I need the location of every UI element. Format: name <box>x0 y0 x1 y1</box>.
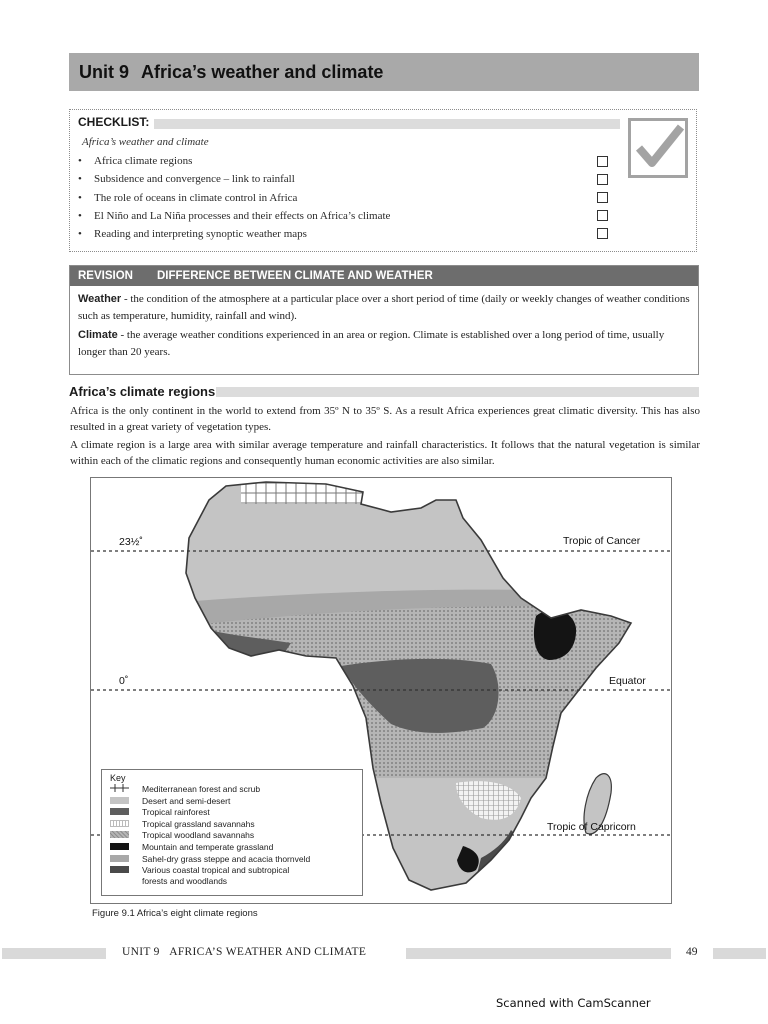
legend-item <box>110 807 310 819</box>
weather-definition <box>78 291 690 325</box>
equator-label: Equator <box>609 675 646 687</box>
figure-caption: Figure 9.1 Africa’s eight climate regions <box>92 908 258 919</box>
unit-title-text: Africa’s weather and climate <box>141 61 384 82</box>
unit-number: Unit 9 <box>79 61 130 82</box>
checklist-item-label: Subsidence and convergence – link to rainfall <box>94 173 295 186</box>
section-heading-bar <box>216 387 699 397</box>
legend-label: Sahel-dry grass steppe and acacia thornveld <box>142 853 311 864</box>
legend-label: Tropical rainforest <box>142 807 210 818</box>
checklist-item-label: Africa climate regions <box>94 155 193 168</box>
checklist-items <box>78 152 390 243</box>
checklist-item <box>78 170 390 188</box>
revision-label: REVISION <box>78 270 133 282</box>
checklist-box <box>69 109 697 252</box>
body-paragraph: Africa is the only continent in the world to extend from 35º N to 35º S. As a result Africa experiences great climatic diversity. This has also resulted in a great variety of vegetation types. <box>70 405 700 433</box>
coastal-swatch <box>110 866 129 873</box>
legend-items <box>110 784 310 887</box>
footer-bar-right <box>713 948 766 959</box>
grassland-swatch <box>110 820 129 827</box>
legend-label: Tropical grassland savannahs <box>142 818 255 829</box>
scanner-watermark: Scanned with CamScanner <box>496 996 651 1010</box>
climate-term: Climate <box>78 329 118 341</box>
latitude-north-label: 23½˚ <box>119 536 143 548</box>
body-paragraph: A climate region is a large area with similar average temperature and rainfall characteristics. It follows that the natural vegetation is similar within each of the climatic regions and consequently human economic activities are also similar. <box>70 439 700 467</box>
legend-item <box>110 796 310 808</box>
checklist-item-label: El Niño and La Niña processes and their effects on Africa’s climate <box>94 210 391 223</box>
bullet-icon: • <box>78 155 82 168</box>
checklist-item-label: The role of oceans in climate control in Africa <box>94 191 298 204</box>
revision-box <box>69 265 699 375</box>
checkmark-icon-svg <box>631 121 685 175</box>
checklist-checkbox[interactable] <box>597 156 608 167</box>
footer-unit-label: UNIT 9 <box>122 946 160 958</box>
legend-label: Tropical woodland savannahs <box>142 830 255 841</box>
checklist-item <box>78 225 390 243</box>
legend-label: Mediterranean forest and scrub <box>142 784 261 794</box>
checklist-subtitle: Africa’s weather and climate <box>82 136 209 148</box>
revision-heading: DIFFERENCE BETWEEN CLIMATE AND WEATHER <box>156 270 433 282</box>
rainforest-region <box>341 659 499 733</box>
checklist-item <box>78 152 390 170</box>
legend-title: Key <box>110 773 126 783</box>
mountain-swatch <box>110 843 129 850</box>
tropic-of-capricorn-label: Tropic of Capricorn <box>547 821 636 833</box>
unit-header <box>69 53 699 91</box>
checkmark-icon <box>628 118 688 178</box>
legend-item <box>110 842 310 854</box>
africa-climate-map <box>90 477 672 904</box>
tropic-of-cancer-label: Tropic of Cancer <box>563 535 641 547</box>
legend-label: Various coastal tropical and subtropical forests and woodlands <box>142 865 290 887</box>
legend-item <box>110 819 310 831</box>
climate-definition <box>78 327 690 361</box>
rainforest-swatch <box>110 808 129 815</box>
page-number: 49 <box>686 946 698 958</box>
bullet-icon: • <box>78 210 82 223</box>
weather-term: Weather <box>78 293 122 305</box>
legend-label: Mountain and temperate grassland <box>142 841 274 852</box>
sahel-swatch <box>110 855 129 862</box>
checklist-heading-bar <box>154 119 620 129</box>
bullet-icon: • <box>78 173 82 186</box>
footer-running-title <box>122 946 366 958</box>
revision-header <box>70 266 698 286</box>
footer-bar-left <box>2 948 106 959</box>
bullet-icon: • <box>78 191 82 204</box>
legend-item <box>110 854 310 866</box>
checklist-checkbox[interactable] <box>597 210 608 221</box>
unit-title <box>79 62 383 83</box>
weather-text: - the condition of the atmosphere at a particular place over a short period of time (daily or weekly changes of weather conditions such as temperature, humidity, rainfall and wind). <box>78 293 690 322</box>
checklist-item <box>78 207 390 225</box>
checklist-checkbox[interactable] <box>597 174 608 185</box>
woodland-swatch <box>110 831 129 838</box>
footer-bar-middle <box>406 948 671 959</box>
footer-unit-title: AFRICA’S WEATHER AND CLIMATE <box>169 946 367 958</box>
checklist-item-label: Reading and interpreting synoptic weather maps <box>94 228 307 241</box>
legend-item <box>110 865 310 887</box>
bullet-icon: • <box>78 228 82 241</box>
checklist-checkbox[interactable] <box>597 228 608 239</box>
climate-text: - the average weather conditions experienced in an area or region. Climate is established over a long period of time, usually longer than 20 years. <box>78 329 665 358</box>
legend-label: Desert and semi-desert <box>142 795 231 806</box>
mediterranean-swatch <box>110 785 129 792</box>
map-legend <box>101 769 363 896</box>
equator-degree-label: 0˚ <box>119 675 129 687</box>
checklist-heading: CHECKLIST: <box>78 115 150 129</box>
legend-item <box>110 830 310 842</box>
section-heading: Africa’s climate regions <box>69 384 216 399</box>
legend-item <box>110 784 310 796</box>
checklist-checkbox[interactable] <box>597 192 608 203</box>
checklist-item <box>78 189 390 207</box>
desert-swatch <box>110 797 129 804</box>
